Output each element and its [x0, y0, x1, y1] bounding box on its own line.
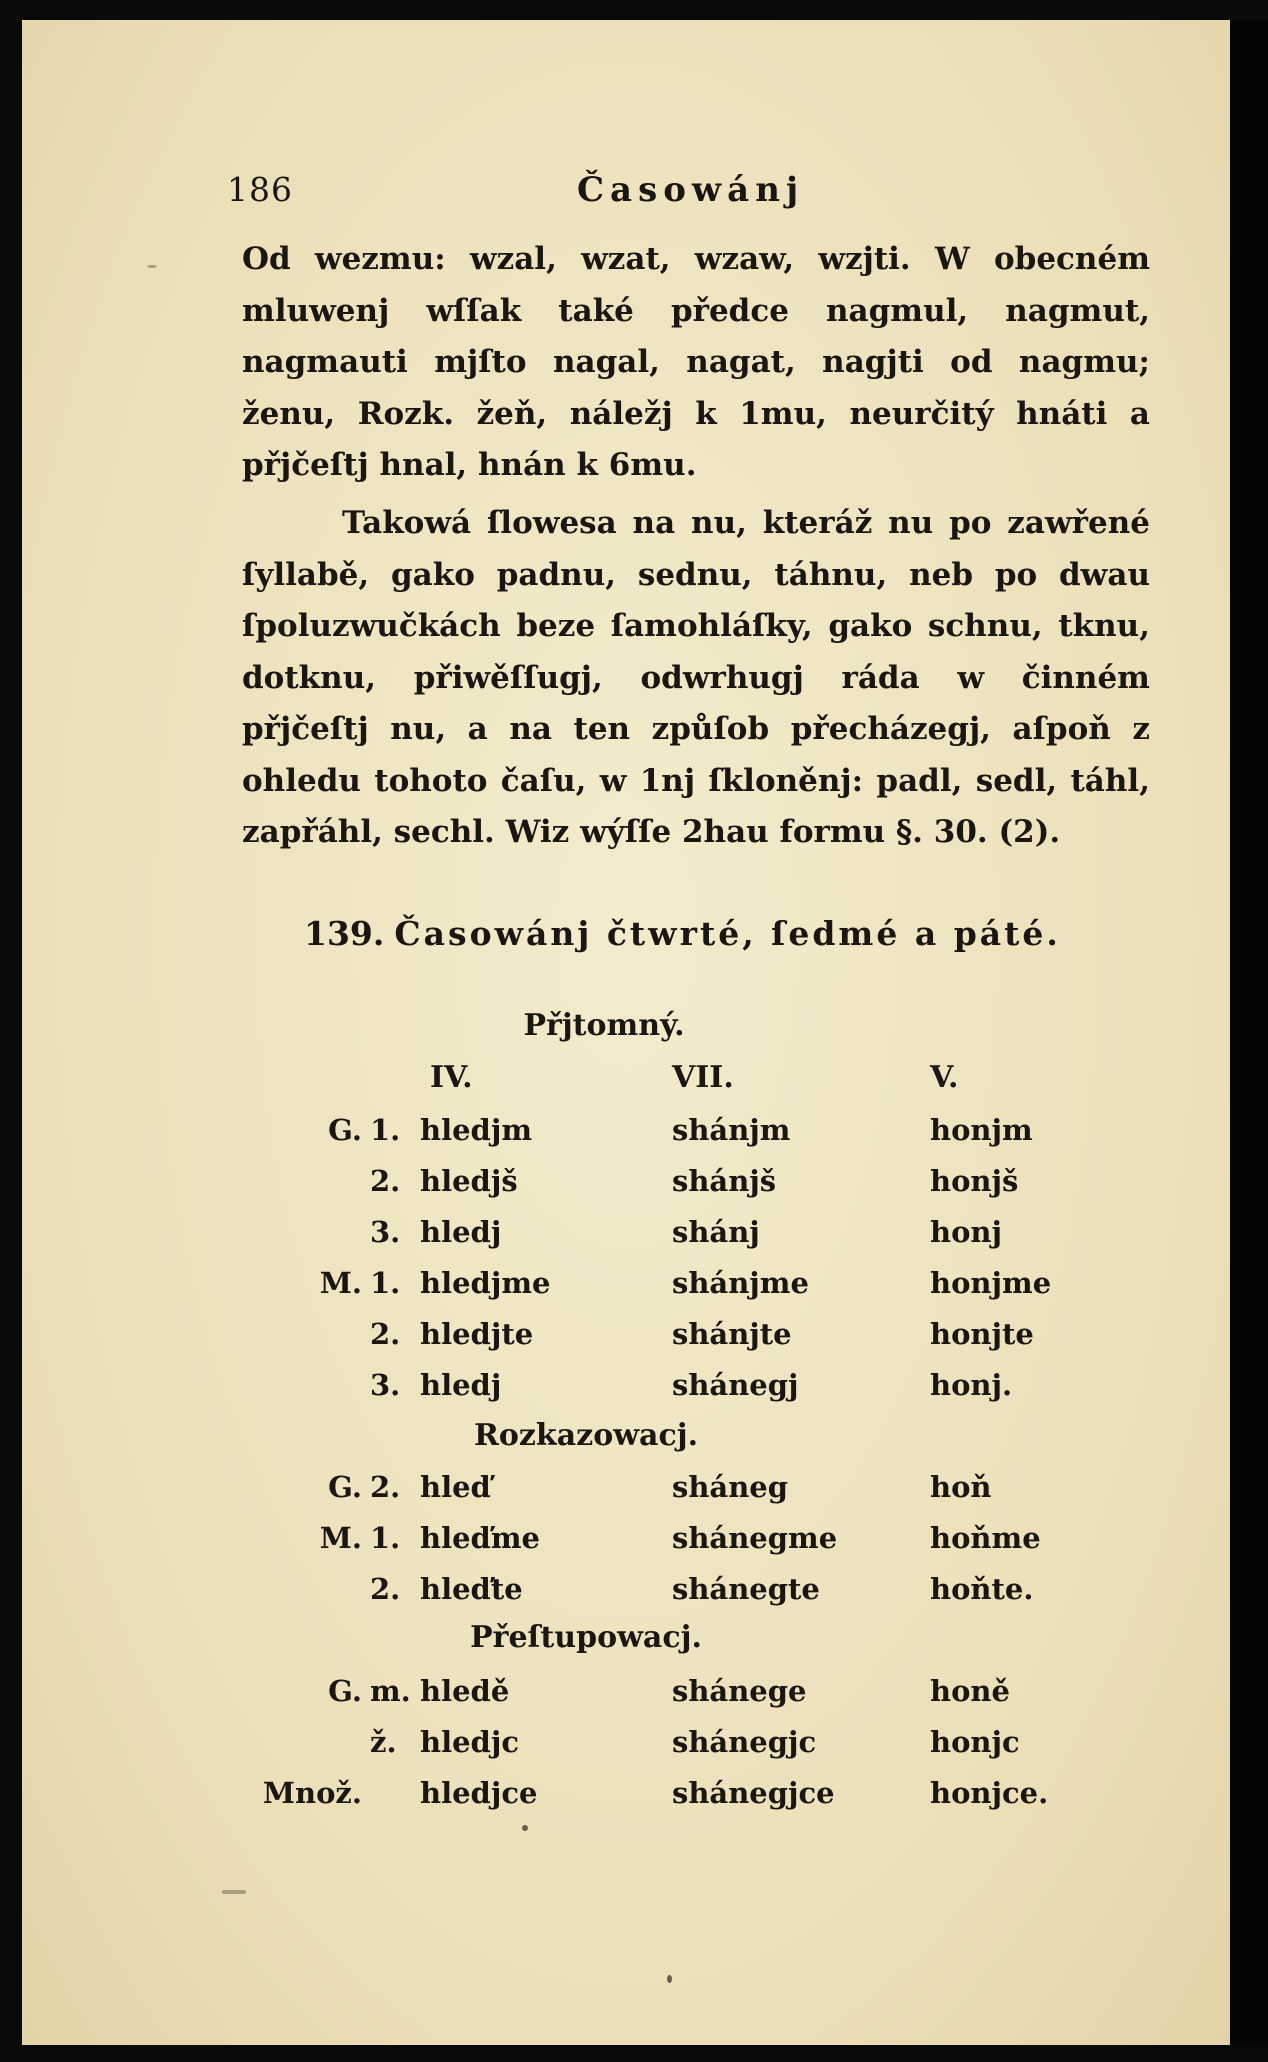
cell-vii: shánjm	[672, 1113, 791, 1147]
cell-vii: shánege	[672, 1674, 807, 1708]
cell-v: hoňme	[930, 1521, 1041, 1555]
cell-iv: hledj	[420, 1368, 502, 1402]
cell-v: honj	[930, 1215, 1003, 1249]
row-number: 2.	[370, 1572, 401, 1606]
section-title: Časowánj čtwrté, ſedmé a páté.	[394, 914, 1061, 953]
cell-iv: hledjm	[420, 1113, 533, 1147]
scan-edge	[1230, 20, 1268, 2045]
cell-vii: shánjte	[672, 1317, 792, 1351]
mood-heading-transgressive: Přeſtupowacj.	[470, 1620, 702, 1655]
cell-v: hoň	[930, 1470, 992, 1504]
column-header-iv: IV.	[430, 1060, 473, 1095]
table-row	[22, 1317, 1230, 1361]
cell-iv: hleďme	[420, 1521, 540, 1555]
cell-vii: shánjme	[672, 1266, 809, 1300]
row-number: ž.	[370, 1725, 397, 1759]
cell-vii: shánegj	[672, 1368, 799, 1402]
row-number: m.	[370, 1674, 411, 1708]
cell-iv: hledjme	[420, 1266, 551, 1300]
table-row	[22, 1470, 1230, 1514]
table-row	[22, 1674, 1230, 1718]
row-group: Množ.	[262, 1776, 362, 1810]
table-row	[22, 1368, 1230, 1412]
cell-iv: hledjš	[420, 1164, 518, 1198]
cell-vii: shánjš	[672, 1164, 777, 1198]
column-header-v: V.	[930, 1060, 959, 1095]
mood-heading-imperative: Rozkazowacj.	[473, 1418, 699, 1453]
cell-vii: sháneg	[672, 1470, 789, 1504]
row-number: 2.	[370, 1164, 401, 1198]
paragraph-2: Takowá ſlowesa na nu, kteráž nu po zawřené ſyllabě, gako padnu, sednu, táhnu, neb po dwau ſpoluzwučkách beze ſamohláſky, gako schnu, tknu, dotknu, přiwěſſugj, odwrhugj ráda w činném přjčeſtj nu, a na ten způſob přecházegj, aſpoň z ohledu tohoto čaſu, w 1nj ſkloněnj: padl, sedl, táhl, zapřáhl, sechl. Wiz wýſſe 2hau formu §. 30. (2).	[242, 505, 1150, 850]
cell-vii: shánegme	[672, 1521, 838, 1555]
section-heading	[304, 914, 1061, 953]
table-row	[22, 1725, 1230, 1769]
cell-iv: hledě	[420, 1674, 510, 1708]
cell-vii: shánegjc	[672, 1725, 817, 1759]
row-number: 1.	[370, 1266, 401, 1300]
row-number: 1.	[370, 1113, 401, 1147]
row-number: 2.	[370, 1470, 401, 1504]
cell-v: hoňte.	[930, 1572, 1034, 1606]
row-group: M.	[319, 1521, 362, 1555]
cell-v: honj.	[930, 1368, 1013, 1402]
book-page	[22, 20, 1230, 2045]
paper-speck	[522, 1825, 528, 1831]
cell-v: honjme	[930, 1266, 1052, 1300]
mood-heading-present: Přjtomný.	[523, 1008, 685, 1043]
table-row	[22, 1266, 1230, 1310]
paper-speck	[222, 1890, 246, 1894]
row-group: M.	[319, 1266, 362, 1300]
cell-v: honjm	[930, 1113, 1033, 1147]
cell-vii: shánegte	[672, 1572, 820, 1606]
row-group: G.	[328, 1470, 362, 1504]
paper-speck	[147, 265, 157, 268]
table-row	[22, 1113, 1230, 1157]
column-header-vii: VII.	[672, 1060, 734, 1095]
cell-v: honjce.	[930, 1776, 1049, 1810]
row-number: 1.	[370, 1521, 401, 1555]
running-title: Časowánj	[577, 170, 805, 210]
cell-vii: shánegjce	[672, 1776, 835, 1810]
cell-v: honjte	[930, 1317, 1034, 1351]
section-number: 139.	[304, 914, 385, 953]
cell-iv: hledjte	[420, 1317, 534, 1351]
cell-iv: hledjce	[420, 1776, 538, 1810]
cell-v: honjc	[930, 1725, 1020, 1759]
cell-iv: hledj	[420, 1215, 502, 1249]
paragraph-1: Od wezmu: wzal, wzat, wzaw, wzjti. W obecném mluwenj wſſak také předce nagmul, nagmut, nagmauti mjſto nagal, nagat, nagjti od nagmu; ženu, Rozk. žeň, náležj k 1mu, neurčitý hnáti a přjčeſtj hnal, hnán k 6mu.	[242, 241, 1150, 483]
paper-speck	[667, 1975, 672, 1983]
row-number: 3.	[370, 1215, 401, 1249]
table-row	[22, 1521, 1230, 1565]
row-group: G.	[328, 1113, 362, 1147]
cell-vii: shánj	[672, 1215, 760, 1249]
cell-iv: hleďte	[420, 1572, 523, 1606]
row-number: 2.	[370, 1317, 401, 1351]
cell-v: honjš	[930, 1164, 1019, 1198]
cell-v: honě	[930, 1674, 1010, 1708]
table-row	[22, 1164, 1230, 1208]
row-number: 3.	[370, 1368, 401, 1402]
cell-iv: hleď	[420, 1470, 491, 1504]
cell-iv: hledjc	[420, 1725, 519, 1759]
row-group: G.	[328, 1674, 362, 1708]
page-header	[22, 170, 1230, 220]
table-row	[22, 1215, 1230, 1259]
table-row	[22, 1776, 1230, 1820]
page-number: 186	[227, 170, 293, 209]
table-row	[22, 1572, 1230, 1616]
